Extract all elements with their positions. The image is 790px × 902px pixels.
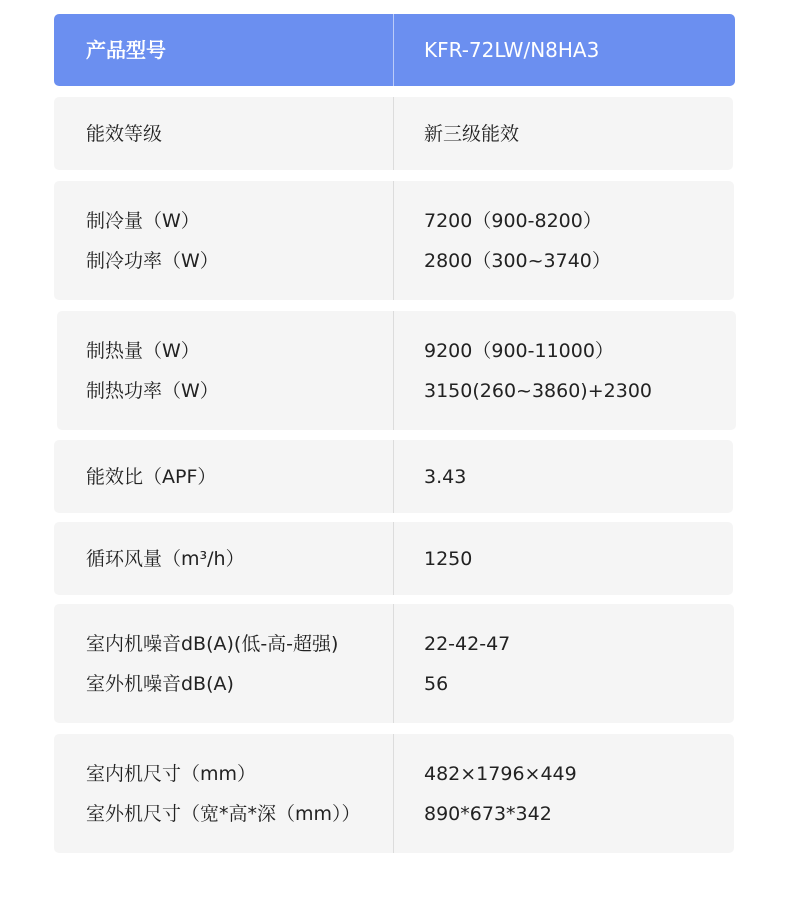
spec-value-line: 3150(260~3860)+2300 xyxy=(424,379,652,402)
spec-label xyxy=(86,311,219,430)
column-divider xyxy=(393,97,394,170)
column-divider xyxy=(393,734,394,853)
spec-header-row xyxy=(54,14,735,86)
spec-value-line: 3.43 xyxy=(424,465,467,488)
spec-row-energy-grade xyxy=(54,97,733,170)
spec-value-line: 新三级能效 xyxy=(424,122,520,145)
spec-row-noise xyxy=(54,604,734,723)
spec-label-line: 能效等级 xyxy=(86,122,163,145)
spec-row-heating xyxy=(57,311,736,430)
spec-label xyxy=(86,604,338,723)
spec-value-line: 890*673*342 xyxy=(424,802,552,825)
spec-label-line: 室内机噪音dB(A)(低-高-超强) xyxy=(86,632,339,655)
spec-label-line: 制冷量（W） xyxy=(86,209,200,232)
header-value: KFR-72LW/N8HA3 xyxy=(424,38,600,62)
spec-value-line: 1250 xyxy=(424,547,473,570)
column-divider xyxy=(393,440,394,513)
spec-label xyxy=(86,734,361,853)
spec-value xyxy=(424,181,611,300)
spec-value-line: 2800（300~3740） xyxy=(424,249,611,272)
spec-label-line: 室内机尺寸（mm） xyxy=(86,762,257,785)
spec-value xyxy=(424,522,472,595)
column-divider xyxy=(393,604,394,723)
spec-value xyxy=(424,604,510,723)
spec-label xyxy=(86,181,219,300)
spec-label-line: 室外机噪音dB(A) xyxy=(86,672,234,695)
spec-value xyxy=(424,440,466,513)
spec-value xyxy=(424,734,577,853)
spec-label xyxy=(86,522,245,595)
column-divider xyxy=(393,522,394,595)
header-label: 产品型号 xyxy=(86,38,166,62)
spec-value xyxy=(424,97,519,170)
column-divider xyxy=(393,311,394,430)
spec-value-line: 56 xyxy=(424,672,449,695)
spec-value-line: 482×1796×449 xyxy=(424,762,577,785)
spec-label xyxy=(86,440,216,513)
spec-label-line: 制热量（W） xyxy=(86,339,200,362)
spec-row-airflow xyxy=(54,522,733,595)
spec-row-dimensions xyxy=(54,734,734,853)
spec-value-line: 7200（900-8200） xyxy=(424,209,602,232)
spec-label xyxy=(86,97,162,170)
column-divider xyxy=(393,181,394,300)
spec-row-apf xyxy=(54,440,733,513)
column-divider xyxy=(393,14,394,86)
spec-label-line: 制冷功率（W） xyxy=(86,249,219,272)
spec-label-line: 循环风量（m³/h） xyxy=(86,547,245,570)
spec-label-line: 室外机尺寸（宽*高*深（mm）） xyxy=(86,802,361,825)
spec-value-line: 9200（900-11000） xyxy=(424,339,614,362)
spec-label-line: 能效比（APF） xyxy=(86,465,217,488)
spec-value-line: 22-42-47 xyxy=(424,632,511,655)
spec-label-line: 制热功率（W） xyxy=(86,379,219,402)
spec-value xyxy=(424,311,652,430)
spec-row-cooling xyxy=(54,181,734,300)
